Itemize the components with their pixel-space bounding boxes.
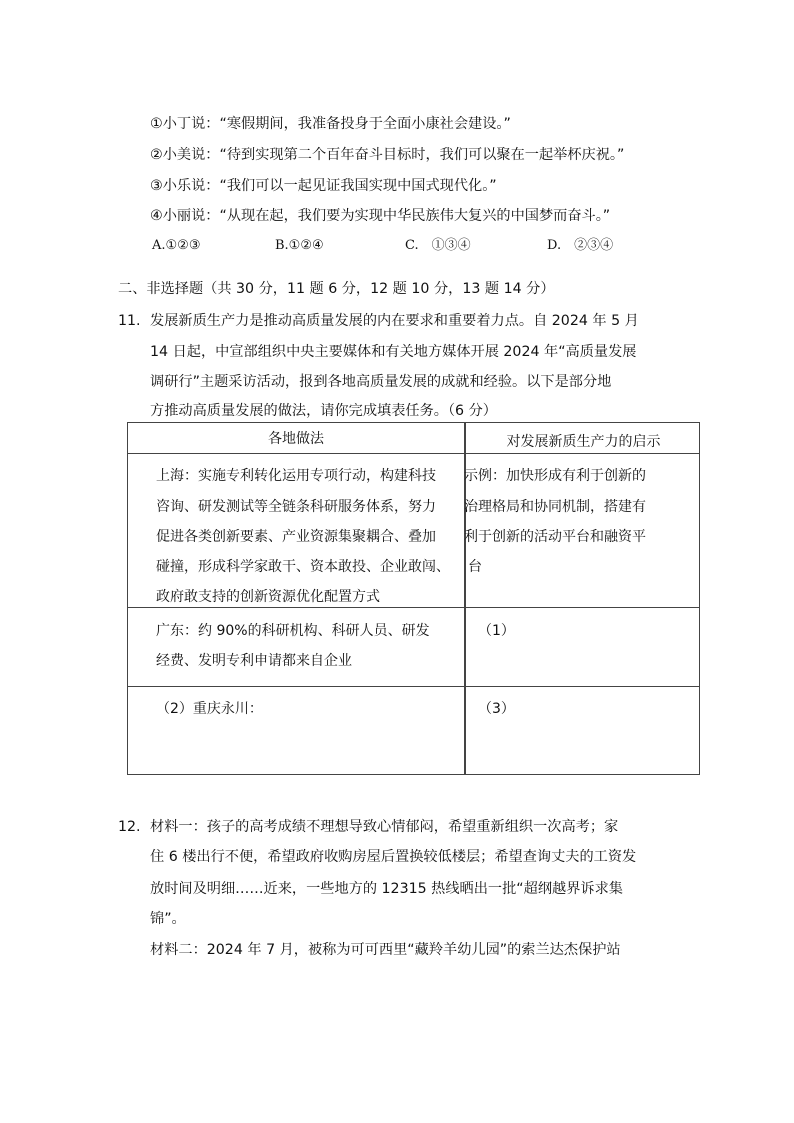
question-text-line: 发展新质生产力是推动高质量发展的内在要求和重要着力点。自 2024 年 5 月: [150, 313, 639, 329]
question-number: 11.: [118, 313, 141, 329]
option-c: C. ①③④: [405, 238, 471, 253]
table-header-practice: 各地做法: [268, 431, 324, 447]
table-cell-inspiration: 利于创新的活动平台和融资平: [464, 529, 646, 545]
table-cell-practice: 上海：实施专利转化运用专项行动，构建科技: [156, 468, 436, 484]
question-text-line: 锦”。: [150, 911, 186, 927]
question-text-line: 材料二：2024 年 7 月，被称为可可西里“藏羚羊幼儿园”的索兰达杰保护站: [150, 942, 621, 958]
question-text-line: 住 6 楼出行不便，希望政府收购房屋后置换较低楼层；希望查询丈夫的工资发: [150, 849, 637, 865]
option-b: B.①②④: [275, 238, 324, 253]
statement-3: ③小乐说：“我们可以一起见证我国实现中国式现代化。”: [150, 178, 497, 194]
table-cell-inspiration: 台: [468, 559, 482, 575]
answer-blank-3[interactable]: （3）: [478, 701, 515, 717]
table-divider: [128, 686, 699, 687]
answer-blank-2[interactable]: （2）重庆永川：: [156, 701, 263, 717]
table-header-inspiration: 对发展新质生产力的启示: [506, 434, 661, 450]
question-text-line: 放时间及明细……近来，一些地方的 12315 热线晒出一批“超纲越界诉求集: [150, 881, 623, 897]
table-cell-inspiration: 示例：加快形成有利于创新的: [464, 468, 646, 484]
table-divider: [128, 453, 699, 454]
fill-in-table: [127, 422, 700, 775]
statement-1: ①小丁说：“寒假期间，我准备投身于全面小康社会建设。”: [150, 116, 511, 132]
answer-blank-1[interactable]: （1）: [478, 623, 515, 639]
table-cell-inspiration: 治理格局和协同机制，搭建有: [464, 499, 646, 515]
table-cell-practice: 促进各类创新要素、产业资源集聚耦合、叠加: [156, 529, 436, 545]
statement-4: ④小丽说：“从现在起，我们要为实现中华民族伟大复兴的中国梦而奋斗。”: [150, 208, 611, 224]
question-text-line: 方推动高质量发展的做法，请你完成填表任务。（6 分）: [150, 403, 497, 419]
table-cell-practice: 咨询、研发测试等全链条科研服务体系，努力: [156, 499, 436, 515]
question-text-line: 材料一：孩子的高考成绩不理想导致心情郁闷，希望重新组织一次高考；家: [150, 819, 619, 835]
table-cell-practice: 政府敢支持的创新资源优化配置方式: [156, 589, 380, 605]
table-cell-practice: 碰撞，形成科学家敢干、资本敢投、企业敢闯、: [156, 559, 450, 575]
table-cell-practice: 广东：约 90%的科研机构、科研人员、研发: [156, 623, 430, 639]
table-divider: [128, 607, 699, 608]
option-d: D. ②③④: [547, 238, 614, 253]
question-number: 12.: [118, 819, 141, 835]
option-a: A.①②③: [152, 238, 201, 253]
statement-2: ②小美说：“待到实现第二个百年奋斗目标时，我们可以聚在一起举杯庆祝。”: [150, 147, 625, 163]
table-cell-practice: 经费、发明专利申请都来自企业: [156, 653, 352, 669]
section-heading: 二、非选择题（共 30 分，11 题 6 分，12 题 10 分，13 题 14 分）: [118, 281, 555, 297]
question-text-line: 调研行”主题采访活动，报到各地高质量发展的成就和经验。以下是部分地: [150, 374, 612, 390]
question-text-line: 14 日起，中宣部组织中央主要媒体和有关地方媒体开展 2024 年“高质量发展: [150, 344, 637, 360]
